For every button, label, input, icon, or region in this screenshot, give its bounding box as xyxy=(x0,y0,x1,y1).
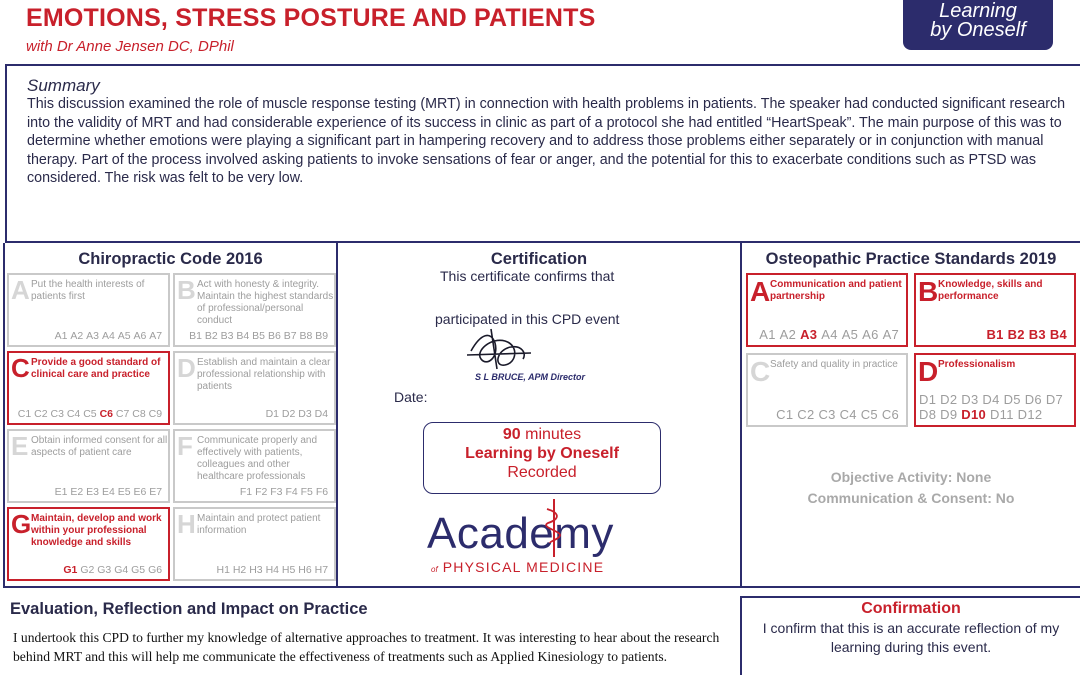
osteo-code: D6 xyxy=(1024,392,1042,407)
chiro-code: H5 xyxy=(281,564,296,576)
osteo-card-codes xyxy=(776,407,903,422)
chiro-code: E2 xyxy=(70,486,84,498)
chiro-card-description: Act with honesty & integrity. Maintain the highest standards of professional/personal conduct xyxy=(197,279,334,326)
chiro-card-codes xyxy=(266,408,331,420)
osteo-card-a xyxy=(746,273,908,347)
chiro-code: F5 xyxy=(300,486,313,498)
evaluation-text: I undertook this CPD to further my knowledge of alternative approaches to treatment. It was interesting to hear about the research behind MRT and this will help me communicate the effectiveness of treatments such as Applied Kinesiology to patients. xyxy=(13,630,720,664)
chiro-card-letter: D xyxy=(177,353,196,383)
chiro-card-e xyxy=(7,429,170,503)
osteo-code: D8 xyxy=(919,407,937,422)
cpd-minutes xyxy=(424,426,660,444)
osteo-code: A7 xyxy=(882,327,900,342)
chiro-code: E7 xyxy=(149,486,163,498)
chiro-code: H4 xyxy=(265,564,279,576)
chiro-code: A2 xyxy=(70,330,84,342)
certification-line-2: participated in this CPD event xyxy=(435,311,620,327)
osteo-card-description: Safety and quality in practice xyxy=(770,359,898,370)
chiropractic-code-panel xyxy=(3,243,338,588)
osteo-code: A6 xyxy=(862,327,879,342)
certification-title: Certification xyxy=(490,250,588,268)
osteo-card-letter: D xyxy=(918,356,939,387)
chiro-code: G2 xyxy=(80,564,95,576)
chiro-code: D1 xyxy=(265,408,279,420)
cpd-duration-box xyxy=(423,422,661,494)
osteo-code: D10 xyxy=(961,407,987,422)
cpd-status: Recorded xyxy=(507,464,577,481)
chiro-card-description: Establish and maintain a clear professional relationship with patients xyxy=(197,357,331,392)
summary-text: This discussion examined the role of muscle response testing (MRT) in connection with health problems in patients. The speaker had conducted significant research into the validity of MRT and had considerable experience of its success in clinic as part of a protocol she had entitled “HeartSpeak”. The main purpose of this was to determine whether emotions were playing a significant part in hampering recovery and to address those problems either separately or in conjunction with manual therapy. Part of the process involved asking patients to invoke sensations of fear or anger, and the potential for this to exacerbate conditions such as PTSD was considered. The risk was felt to be very low. xyxy=(27,96,1066,186)
summary-title: Summary xyxy=(27,76,100,95)
chiro-card-letter: C xyxy=(11,353,30,383)
chiro-card-codes xyxy=(63,564,165,576)
chiro-code: B3 xyxy=(220,330,234,342)
osteo-card-letter: B xyxy=(918,276,939,307)
page-subtitle: with Dr Anne Jensen DC, DPhil xyxy=(26,38,234,55)
chiro-code: B5 xyxy=(252,330,266,342)
osteo-code: A2 xyxy=(779,327,797,342)
confirmation-title: Confirmation xyxy=(861,600,961,617)
osteo-card-codes xyxy=(919,392,1075,422)
chiro-card-b xyxy=(173,273,336,347)
chiro-code: D4 xyxy=(314,408,329,420)
osteopathic-standards-panel xyxy=(740,243,1080,588)
osteo-code: B1 xyxy=(986,327,1004,342)
chiro-card-codes xyxy=(240,486,331,498)
osteo-code: D5 xyxy=(1003,392,1021,407)
chiro-code: C3 xyxy=(50,408,64,420)
certification-line-1: This certificate confirms that xyxy=(440,268,615,284)
chiro-code: F1 xyxy=(239,486,253,498)
summary-section xyxy=(5,64,1080,243)
objective-activity: Objective Activity: None xyxy=(830,469,992,485)
signatory-name: S L BRUCE, APM Director xyxy=(475,372,586,382)
osteo-code: C1 xyxy=(776,407,794,422)
academy-logo xyxy=(427,505,667,577)
chiro-card-g xyxy=(7,507,170,581)
chiro-card-codes xyxy=(216,564,331,576)
osteo-code: A3 xyxy=(800,327,818,342)
osteo-card-d xyxy=(914,353,1076,427)
osteo-code: D12 xyxy=(1017,407,1043,422)
chiro-code: C8 xyxy=(132,408,146,420)
chiro-card-letter: E xyxy=(11,431,29,461)
chiro-code: F2 xyxy=(255,486,268,498)
chiro-code: C5 xyxy=(83,408,97,420)
confirmation-section xyxy=(740,596,1080,675)
chiro-code: G4 xyxy=(114,564,129,576)
chiro-code: G3 xyxy=(97,564,112,576)
osteo-code: B2 xyxy=(1007,327,1025,342)
chiro-code: B7 xyxy=(283,330,297,342)
osteo-code: C6 xyxy=(881,407,900,422)
osteo-card-codes xyxy=(986,327,1071,342)
chiro-card-description: Maintain and protect patient information xyxy=(197,513,321,536)
chiro-card-h xyxy=(173,507,336,581)
chiro-code: A3 xyxy=(86,330,100,342)
chiro-code: G5 xyxy=(131,564,146,576)
osteo-code: D1 xyxy=(919,392,937,407)
chiro-code: E5 xyxy=(117,486,131,498)
chiro-code: E6 xyxy=(133,486,147,498)
chiro-code: H6 xyxy=(298,564,312,576)
osteo-code: C3 xyxy=(818,407,836,422)
chiro-card-letter: A xyxy=(11,275,30,305)
chiro-card-description: Communicate properly and effectively with patients, colleagues and other healthcare professionals xyxy=(197,435,318,482)
osteo-card-description: Communication and patient partnership xyxy=(770,279,902,302)
osteo-code: A5 xyxy=(841,327,859,342)
chiro-card-description: Put the health interests of patients first xyxy=(31,279,145,302)
brand-badge xyxy=(903,0,1053,50)
academy-wordmark: Academy xyxy=(427,509,614,558)
osteo-code: C4 xyxy=(839,407,857,422)
osteo-code: A4 xyxy=(821,327,838,342)
chiro-code: C2 xyxy=(34,408,48,420)
chiro-code: H7 xyxy=(314,564,329,576)
chiro-code: A7 xyxy=(149,330,163,342)
chiro-card-letter: G xyxy=(11,509,32,539)
minutes-label: minutes xyxy=(525,426,582,443)
osteo-code: D3 xyxy=(961,392,979,407)
osteo-card-c xyxy=(746,353,908,427)
chiro-card-a xyxy=(7,273,170,347)
chiro-code: A6 xyxy=(133,330,147,342)
chiro-code: B4 xyxy=(236,330,250,342)
chiro-code: C7 xyxy=(115,408,130,420)
chiro-code: F6 xyxy=(315,486,329,498)
osteo-code: D2 xyxy=(940,392,958,407)
osteo-code: D4 xyxy=(982,392,1000,407)
chiro-code: F3 xyxy=(270,486,283,498)
osteo-card-letter: A xyxy=(750,276,771,307)
chiro-code: E1 xyxy=(54,486,68,498)
brand-line-1: Learning xyxy=(939,0,1017,22)
communication-consent: Communication & Consent: No xyxy=(807,490,1015,506)
osteo-card-b xyxy=(914,273,1076,347)
osteo-card-letter: C xyxy=(750,356,771,387)
chiro-code: G1 xyxy=(63,564,78,576)
chiro-card-c xyxy=(7,351,170,425)
chiro-code: B9 xyxy=(315,330,329,342)
osteopathic-standards-title: Osteopathic Practice Standards 2019 xyxy=(765,250,1057,268)
cpd-program: Learning by Oneself xyxy=(465,445,619,462)
osteo-card-description: Knowledge, skills and performance xyxy=(938,279,1043,302)
chiro-code: C6 xyxy=(99,408,113,420)
osteo-code: D11 xyxy=(989,407,1014,422)
osteo-code: D7 xyxy=(1045,392,1064,407)
brand-line-2: by Oneself xyxy=(930,19,1026,41)
chiro-card-codes xyxy=(18,408,165,420)
osteo-card-codes xyxy=(759,327,903,342)
chiro-card-description: Provide a good standard of clinical care and practice xyxy=(31,357,161,380)
chiro-code: H1 xyxy=(216,564,230,576)
osteo-card-description: Professionalism xyxy=(938,359,1016,370)
chiro-card-codes xyxy=(189,330,331,342)
chiro-code: A1 xyxy=(54,330,68,342)
chiro-code: C9 xyxy=(148,408,163,420)
chiro-code: E3 xyxy=(86,486,100,498)
chiro-card-codes xyxy=(55,486,165,498)
chiro-code: B1 xyxy=(189,330,202,342)
chiro-card-description: Maintain, develop and work within your professional knowledge and skills xyxy=(31,513,162,548)
chiro-card-d xyxy=(173,351,336,425)
chiro-code: H2 xyxy=(232,564,247,576)
page-title: EMOTIONS, STRESS POSTURE AND PATIENTS xyxy=(26,4,596,32)
chiropractic-code-title: Chiropractic Code 2016 xyxy=(78,250,263,268)
evaluation-title: Evaluation, Reflection and Impact on Practice xyxy=(10,600,368,618)
chiro-code: A5 xyxy=(117,330,131,342)
chiro-card-description: Obtain informed consent for all aspects of patient care xyxy=(31,435,168,458)
chiro-code: C1 xyxy=(17,408,32,420)
chiro-code: D3 xyxy=(298,408,312,420)
chiro-code: F4 xyxy=(285,486,298,498)
osteo-code: A1 xyxy=(759,327,776,342)
date-label: Date: xyxy=(394,389,428,405)
academy-subtitle-text: PHYSICAL MEDICINE xyxy=(442,559,605,575)
chiro-code: B8 xyxy=(299,330,313,342)
chiro-card-letter: H xyxy=(177,509,196,539)
chiro-code: A4 xyxy=(101,330,115,342)
certification-panel xyxy=(337,243,741,588)
confirmation-text: I confirm that this is an accurate reflection of my learning during this event. xyxy=(762,620,1060,655)
chiro-code: G6 xyxy=(148,564,163,576)
caduceus-icon xyxy=(542,497,566,559)
chiro-code: B2 xyxy=(204,330,218,342)
chiro-code: C4 xyxy=(66,408,81,420)
minutes-value: 90 xyxy=(502,426,521,443)
chiro-card-f xyxy=(173,429,336,503)
osteo-code: D9 xyxy=(940,407,958,422)
osteo-code: C2 xyxy=(797,407,815,422)
chiro-code: D2 xyxy=(281,408,296,420)
chiro-code: E4 xyxy=(101,486,115,498)
chiro-card-codes xyxy=(55,330,165,342)
academy-subtitle xyxy=(431,559,604,575)
chiro-card-letter: F xyxy=(177,431,193,461)
osteo-code: B4 xyxy=(1049,327,1068,342)
chiro-card-letter: B xyxy=(177,275,196,305)
chiro-code: B6 xyxy=(267,330,281,342)
academy-of: of xyxy=(431,565,438,574)
chiro-code: H3 xyxy=(249,564,263,576)
signature-image xyxy=(461,323,551,373)
osteo-code: B3 xyxy=(1028,327,1046,342)
osteo-code: C5 xyxy=(860,407,878,422)
